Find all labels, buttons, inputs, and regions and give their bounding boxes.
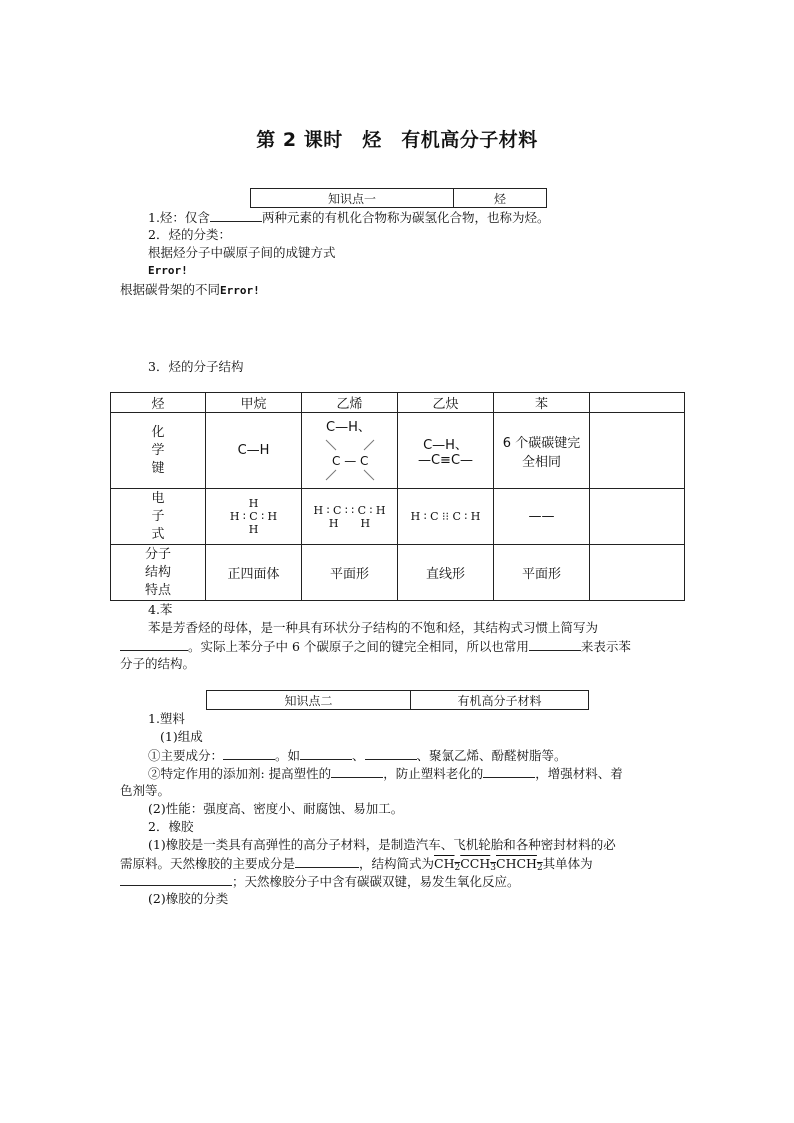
formula-subscript: 2 <box>536 863 543 873</box>
text: ，增强材料、着 <box>535 766 623 781</box>
label-char: 电 <box>151 490 165 506</box>
text: 来表示苯 <box>580 639 631 654</box>
text: 两种元素的有机化合物称为碳氢化合物，也称为烃。 <box>261 210 550 225</box>
bond-text: 全相同 <box>521 454 561 470</box>
formula-text: H H <box>328 516 371 530</box>
table-cell <box>590 545 685 601</box>
table-row <box>111 489 685 545</box>
header-cell: 乙烯 <box>302 393 398 413</box>
electron-formula-cell <box>302 489 398 545</box>
paragraph: 2．烃的分类： <box>148 227 231 242</box>
row-label <box>111 545 206 601</box>
label-char: 分子 <box>144 546 171 562</box>
label-char: 学 <box>151 442 165 458</box>
paragraph: 分子的结构。 <box>120 656 196 671</box>
table-row <box>111 413 685 489</box>
table-cell: C—H <box>206 413 302 489</box>
fill-blank[interactable] <box>295 854 359 868</box>
table-row <box>111 545 685 601</box>
header-cell: 烃 <box>111 393 206 413</box>
subheading: (1)组成 <box>160 729 203 744</box>
formula-part: CHCH <box>496 856 537 871</box>
section-header-2 <box>206 690 589 710</box>
table-cell <box>590 489 685 545</box>
text: 根据碳骨架的不同 <box>120 282 221 297</box>
hydrocarbon-structure-table <box>110 392 685 601</box>
paragraph <box>148 746 567 765</box>
text: 其单体为 <box>542 856 593 871</box>
header-cell: 甲烷 <box>206 393 302 413</box>
bond-text: C — C <box>332 453 369 468</box>
text: 需原料。天然橡胶的主要成分是 <box>120 856 296 871</box>
header-cell: 乙炔 <box>398 393 494 413</box>
text: ；天然橡胶分子中含有碳碳双键，易发生氧化反应。 <box>232 874 520 889</box>
formula-text: H ∶ C ∶ ∶ C ∶ H <box>313 503 386 517</box>
section-header-1 <box>250 188 547 208</box>
table-cell: 平面形 <box>302 545 398 601</box>
table-cell <box>590 413 685 489</box>
label-char: 结构 <box>144 564 171 580</box>
table-cell: 正四面体 <box>206 545 302 601</box>
section-label: 知识点二 <box>207 691 411 709</box>
row-label <box>111 413 206 489</box>
formula-text: H ∶ C ∶ H <box>229 510 278 523</box>
table-header-row <box>111 393 685 413</box>
electron-formula-cell <box>206 489 302 545</box>
paragraph: 3．烃的分子结构 <box>148 359 244 374</box>
paragraph: 色剂等。 <box>120 783 171 798</box>
formula-part: CH <box>434 856 455 871</box>
table-cell <box>302 413 398 489</box>
structural-formula <box>434 856 543 871</box>
paragraph: (2)性能：强度高、密度小、耐腐蚀、易加工。 <box>148 801 404 816</box>
formula-text: H <box>248 523 259 536</box>
bond-text: C—H、 <box>423 437 468 453</box>
paragraph <box>120 872 520 891</box>
text: 。实际上苯分子中 6 个碳原子之间的键完全相同，所以也常用 <box>188 639 529 654</box>
fill-blank[interactable] <box>120 872 232 886</box>
bond-text: —C≡C— <box>417 452 474 468</box>
text: 1.烃：仅含 <box>148 210 210 225</box>
formula-part: CCH <box>460 856 491 871</box>
paragraph: 苯是芳香烃的母体，是一种具有环状分子结构的不饱和烃，其结构式习惯上简写为 <box>148 620 599 635</box>
fill-blank[interactable] <box>529 637 581 651</box>
paragraph <box>120 637 631 656</box>
text: 、聚氯乙烯、酚醛树脂等。 <box>416 748 567 763</box>
paragraph <box>148 208 549 227</box>
subheading: 1.塑料 <box>148 711 185 726</box>
text: ，结构简式为 <box>359 856 435 871</box>
text: ①主要成分： <box>148 748 224 763</box>
table-cell: 直线形 <box>398 545 494 601</box>
section-topic: 烃 <box>493 191 506 206</box>
label-char: 特点 <box>144 582 171 598</box>
formula-subscript: 2 <box>454 863 461 873</box>
paragraph <box>148 764 623 783</box>
section-topic: 有机高分子材料 <box>457 693 542 708</box>
text: 、 <box>352 748 365 763</box>
bond-text: 6 个碳碳键完 <box>502 435 581 451</box>
subheading: 2．橡胶 <box>148 819 194 834</box>
table-cell <box>494 413 590 489</box>
label-char: 式 <box>151 526 165 542</box>
text: ，防止塑料老化的 <box>383 766 484 781</box>
formula-text: H <box>248 497 259 510</box>
paragraph: (1)橡胶是一类具有高弹性的高分子材料，是制造汽车、飞机轮胎和各种密封材料的必 <box>148 837 616 852</box>
fill-blank[interactable] <box>210 208 262 222</box>
section-label: 知识点一 <box>251 189 454 207</box>
fill-blank[interactable] <box>483 764 535 778</box>
fill-blank[interactable] <box>300 746 352 760</box>
fill-blank[interactable] <box>365 746 417 760</box>
subheading: (2)橡胶的分类 <box>148 891 229 906</box>
text: 。如 <box>275 748 301 763</box>
error-text: Error! <box>220 284 260 297</box>
electron-formula-cell: H ∶ C ⁝⁝ C ∶ H <box>398 489 494 545</box>
table-cell <box>398 413 494 489</box>
paragraph <box>120 281 260 300</box>
label-char: 子 <box>151 508 165 524</box>
electron-formula-cell: —— <box>494 489 590 545</box>
page-title: 第 2 课时 烃 有机高分子材料 <box>256 129 538 151</box>
text: ②特定作用的添加剂: 提高塑性的 <box>148 766 332 781</box>
header-cell: 苯 <box>494 393 590 413</box>
table-cell: 平面形 <box>494 545 590 601</box>
header-cell <box>590 393 685 413</box>
row-label <box>111 489 206 545</box>
label-char: 化 <box>151 424 165 440</box>
label-char: 键 <box>151 460 165 476</box>
paragraph: 根据烃分子中碳原子间的成键方式 <box>148 245 336 260</box>
subheading: 4.苯 <box>148 602 173 617</box>
formula-subscript: 3 <box>490 863 496 873</box>
fill-blank[interactable] <box>120 637 188 651</box>
bond-text: C—H、 <box>326 419 371 435</box>
error-text: Error! <box>148 264 188 277</box>
fill-blank[interactable] <box>331 764 383 778</box>
fill-blank[interactable] <box>223 746 275 760</box>
